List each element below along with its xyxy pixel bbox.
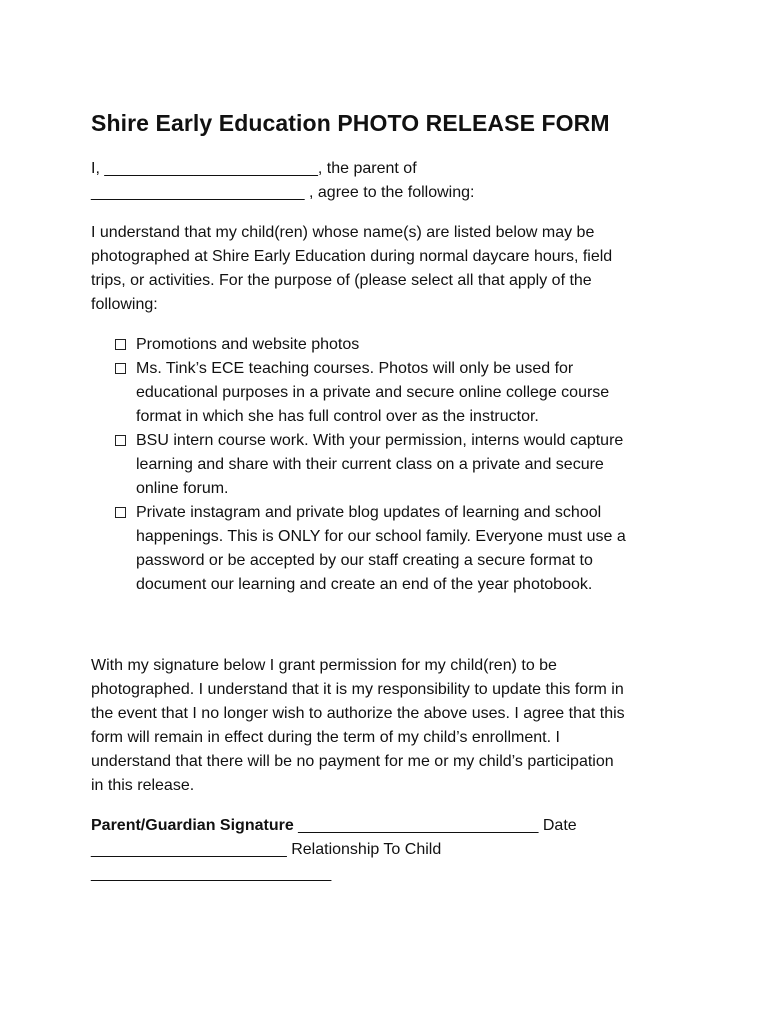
option-text: format in which she has full control over as the instructor. bbox=[136, 408, 539, 425]
signature-label: Parent/Guardian Signature bbox=[91, 817, 294, 834]
option-text: online forum. bbox=[136, 480, 229, 497]
intro-line: ________________________ , agree to the following: bbox=[91, 184, 475, 201]
page-title: Shire Early Education PHOTO RELEASE FORM bbox=[91, 110, 610, 136]
option-text: BSU intern course work. With your permission, interns would capture bbox=[136, 432, 624, 449]
option-bsu-intern bbox=[112, 429, 692, 501]
purpose-options-list bbox=[112, 333, 692, 597]
paragraph-line: I understand that my child(ren) whose name(s) are listed below may be bbox=[91, 224, 595, 241]
option-text: educational purposes in a private and secure online college course bbox=[136, 384, 610, 401]
option-text: happenings. This is ONLY for our school family. Everyone must use a bbox=[136, 528, 626, 545]
option-text: password or be accepted by our staff creating a secure format to bbox=[136, 552, 593, 569]
option-promotions bbox=[112, 333, 692, 357]
paragraph-line: photographed. I understand that it is my responsibility to update this form in bbox=[91, 681, 624, 698]
paragraph-line: With my signature below I grant permission for my child(ren) to be bbox=[91, 657, 557, 674]
signature-field[interactable]: ___________________________ Date bbox=[293, 817, 577, 834]
intro-paragraph bbox=[91, 157, 691, 205]
option-text: learning and share with their current class on a private and secure bbox=[136, 456, 604, 473]
paragraph-line: the event that I no longer wish to authorize the above uses. I agree that this bbox=[91, 705, 625, 722]
option-text: Private instagram and private blog updates of learning and school bbox=[136, 504, 602, 521]
checkbox-bsu-intern[interactable] bbox=[115, 435, 126, 446]
option-text: Promotions and website photos bbox=[136, 336, 360, 353]
option-text: document our learning and create an end of the year photobook. bbox=[136, 576, 593, 593]
paragraph-line: trips, or activities. For the purpose of (please select all that apply of the bbox=[91, 272, 592, 289]
relationship-field[interactable]: ___________________________ bbox=[91, 865, 332, 882]
paragraph-line: form will remain in effect during the term of my child’s enrollment. I bbox=[91, 729, 560, 746]
date-relationship-field[interactable]: ______________________ Relationship To Child bbox=[91, 841, 442, 858]
paragraph-line: photographed at Shire Early Education during normal daycare hours, field bbox=[91, 248, 613, 265]
checkbox-ece-courses[interactable] bbox=[115, 363, 126, 374]
paragraph-line: following: bbox=[91, 296, 158, 313]
understand-paragraph bbox=[91, 221, 691, 317]
signature-block bbox=[91, 814, 691, 886]
checkbox-private-instagram[interactable] bbox=[115, 507, 126, 518]
paragraph-line: in this release. bbox=[91, 777, 195, 794]
permission-paragraph bbox=[91, 654, 691, 798]
checkbox-promotions[interactable] bbox=[115, 339, 126, 350]
signature-line bbox=[91, 814, 691, 838]
option-text: Ms. Tink’s ECE teaching courses. Photos will only be used for bbox=[136, 360, 574, 377]
option-ece-courses bbox=[112, 357, 692, 429]
option-private-instagram bbox=[112, 501, 692, 597]
paragraph-line: understand that there will be no payment for me or my child’s participation bbox=[91, 753, 614, 770]
intro-line: I, ________________________, the parent of bbox=[91, 160, 417, 177]
